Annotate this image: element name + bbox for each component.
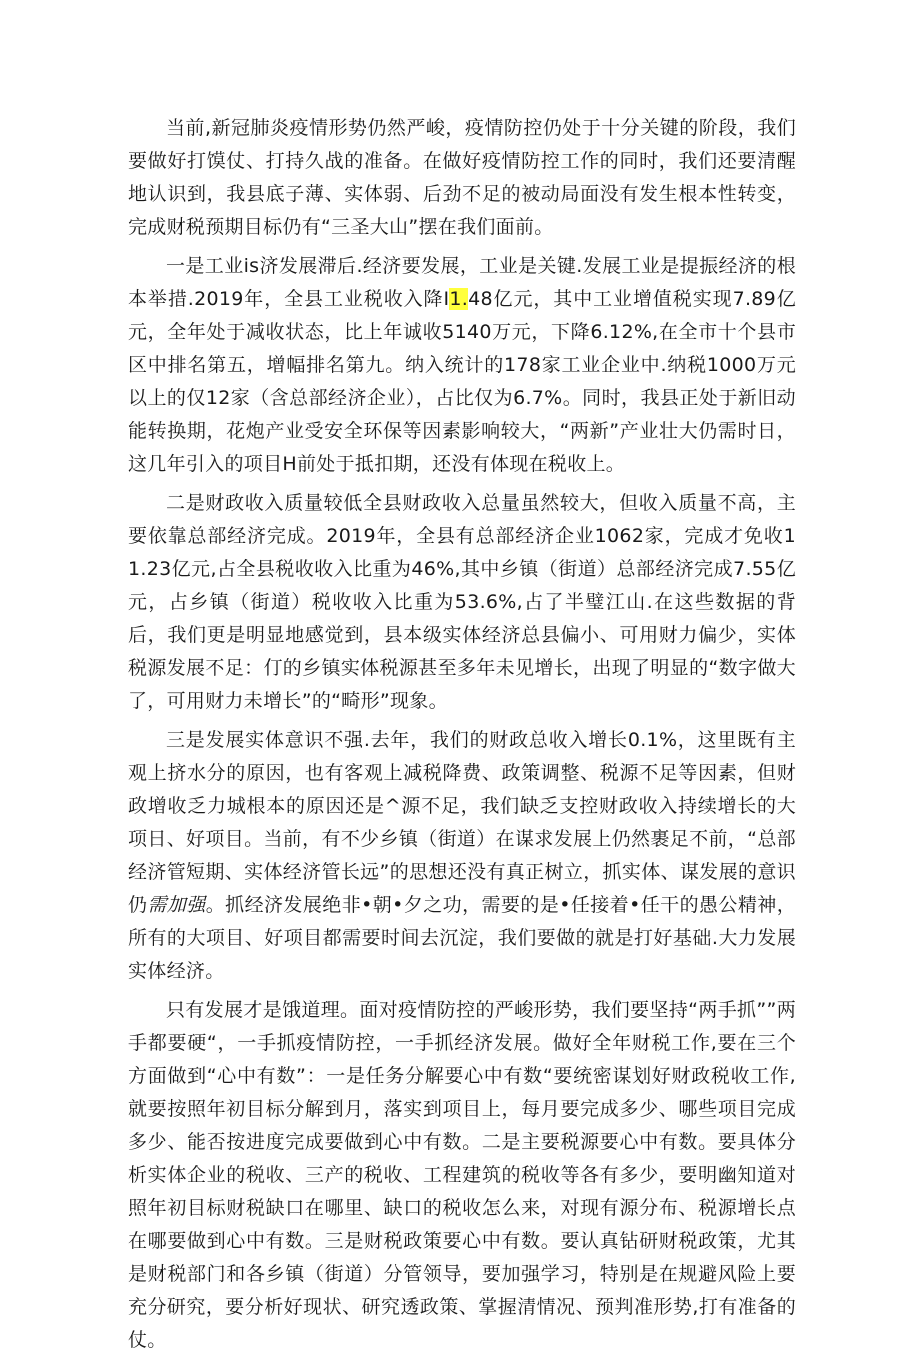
paragraph-text: 48亿元，其中工业增值税实现7.89亿元，全年处于减收状态，比上年诚收5140万元，下降6.12%,在全市十个县市区中排名第五，增幅排名第九。纳入统计的178家工业企业中.纳税1000万元以上的仅12家（含总部经济企业），占比仅为6.7%。同时，我县正处于新旧动能转换期，花炮产业受安全环保等因素影响较大，“两新”产业壮大仍需时日，这几年引入的项目H前处于抵扣期，还没有体现在税收上。 (128, 288, 796, 475)
paragraph-text: 。抓经济发展绝非•朝•夕之功，需要的是•任接着•任干的愚公精神，所有的大项目、好项目都需要时间去沉淀，我们要做的就是打好基础.大力发展实体经济。 (128, 894, 796, 982)
italic-text: 需加强 (147, 894, 206, 916)
paragraph-development-awareness (128, 724, 796, 988)
paragraph-text: 只有发展才是饿道理。面对疫情防控的严峻形势，我们要坚持“两手抓””两手都要硬“，一手抓疫情防控，一手抓经济发展。做好全年财税工作,要在三个方面做到“心中有数”：一是任务分解要心中有数“要统密谋划好财政税收工作,就要按照年初目标分解到月，落实到项目上，每月要完成多少、哪些项目完成多少、能否按进度完成要做到心中有数。二是主要税源要心中有数。要具体分析实体企业的税收、三产的税收、工程建筑的税收等各有多少，要明幽知道对照年初目标财税缺口在哪里、缺口的税收怎么来，对现有源分布、税源增长点在哪要做到心中有数。三是财税政策要心中有数。要认真钻研财税政策，尤其是财税部门和各乡镇（街道）分管领导，要加强学习，特别是在规避风险上要充分研究，要分析好现状、研究透政策、掌握清情况、预判准形势,打有准备的仗。 (128, 999, 796, 1351)
document-body (128, 112, 796, 1363)
paragraph-intro (128, 112, 796, 244)
paragraph-text: 二是财政收入质量较低全县财政收入总量虽然较大，但收入质量不高，主要依靠总部经济完成。2019年，全县有总部经济企业1062家，完成才免收11.23亿元,占全县税收收入比重为46%,其中乡镇（街道）总部经济完成7.55亿元，占乡镇（街道）税收收入比重为53.6%,占了半璧江山.在这些数据的背后，我们更是明显地感觉到，县本级实体经济总县偏小、可用财力偏少，实体税源发展不足：仃的乡镇实体税源甚至多年未见增长，出现了明显的“数字做大了，可用财力未增长”的“畸形”现象。 (128, 492, 796, 712)
paragraph-conclusion (128, 994, 796, 1357)
paragraph-industry (128, 250, 796, 481)
paragraph-revenue-quality (128, 487, 796, 718)
paragraph-text: 当前,新冠肺炎疫情形势仍然严峻，疫情防控仍处于十分关键的阶段，我们要做好打馍仗、打持久战的准备。在做好疫情防控工作的同时，我们还要清醒地认识到，我县底子薄、实体弱、后劲不足的被动局面没有发生根本性转变，完成财税预期目标仍有“三圣大山”摆在我们面前。 (128, 117, 796, 238)
paragraph-text: 三是发展实体意识不强.去年，我们的财政总收入增长0.1%，这里既有主观上挤水分的原因，也有客观上减税降费、政策调整、税源不足等因素，但财政增收乏力城根本的原因还是^源不足，我们缺乏支控财政收入持续增长的大项日、好项目。当前，有不少乡镇（街道）在谋求发展上仍然裹足不前，“总部经济管短期、实体经济管长远”的思想还没有真正树立，抓实体、谋发展的意识仍 (128, 729, 796, 916)
highlighted-text: 1. (449, 288, 469, 310)
paragraph-text: 一是工业is济发展滞后.经济要发展，工业是关键.发展工业是提振经济的根本举措.2019年，全县工业税收入降I (128, 255, 796, 310)
